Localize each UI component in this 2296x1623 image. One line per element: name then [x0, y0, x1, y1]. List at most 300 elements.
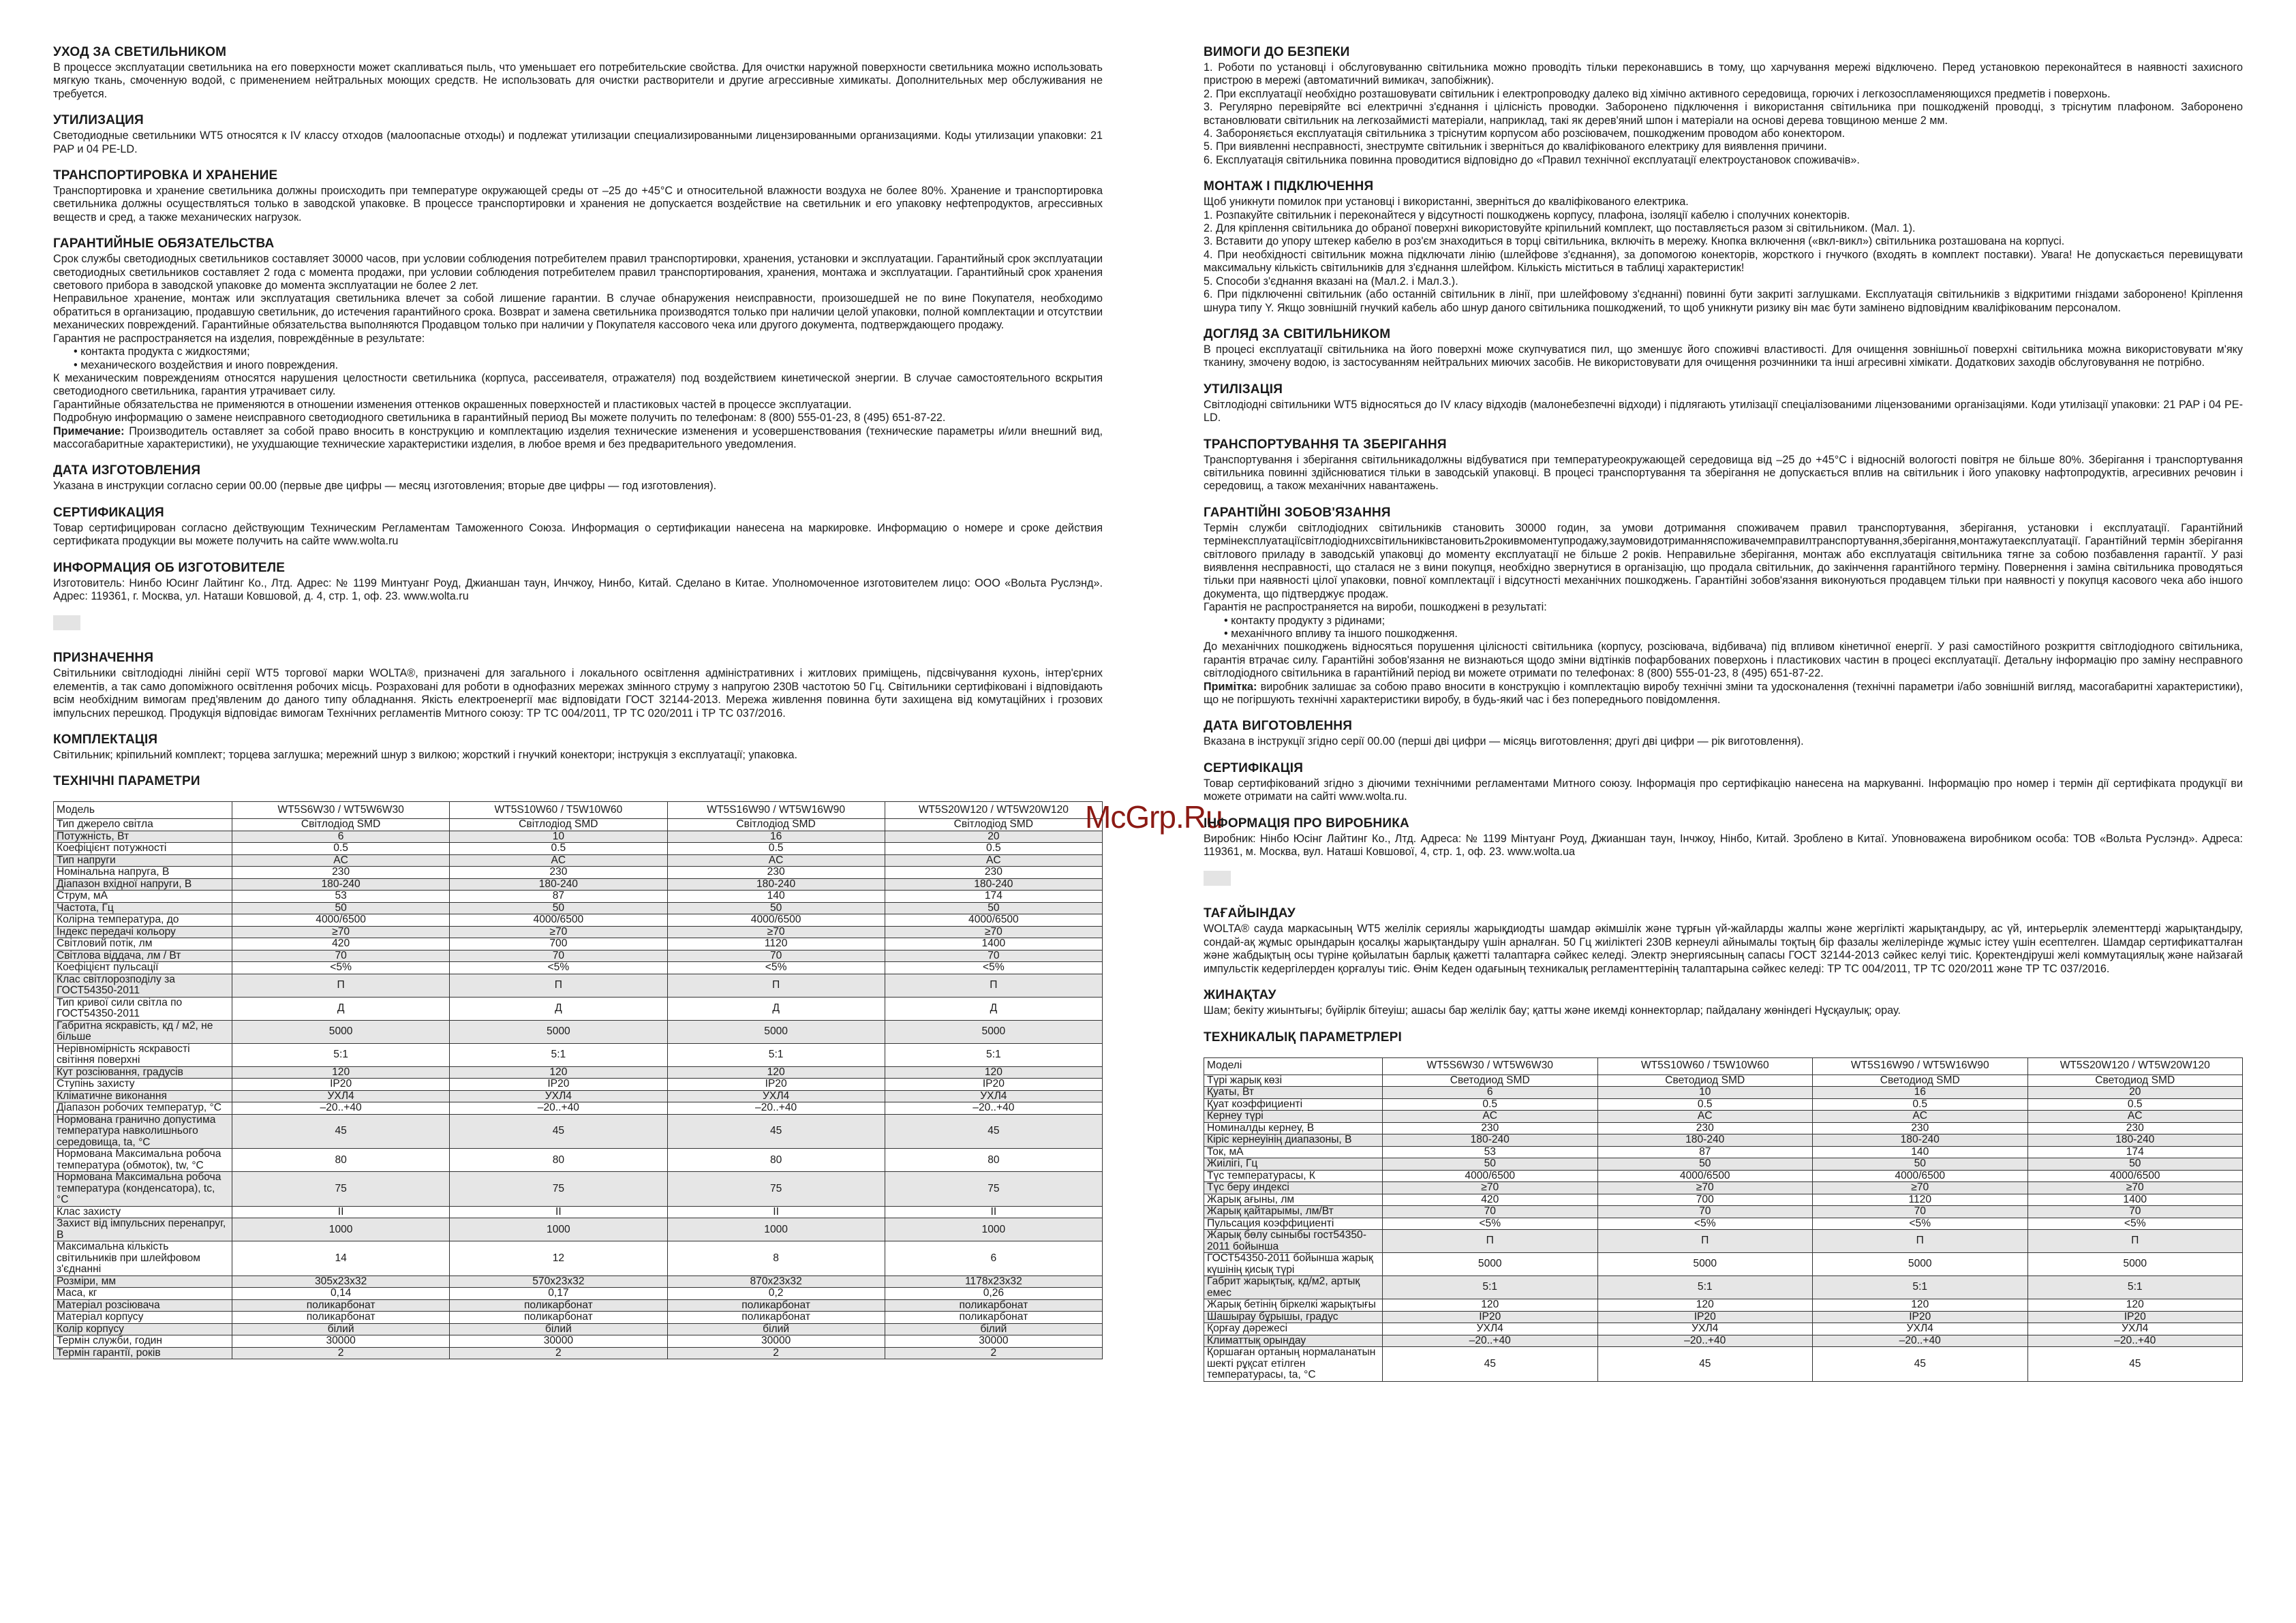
param-value: ≥70 [1383, 1182, 1598, 1194]
table-row [54, 938, 1103, 950]
param-value: 174 [885, 891, 1102, 903]
paragraph: К механическим повреждениям относятся нарушения целостности светильника (корпуса, рассеивателя, отражателя) под воздействием кинетической энергии. В случае самостоятельного вскрытия светодиодного светильника, гарантия утрачивает силу. [53, 371, 1103, 398]
param-value: 180-240 [2027, 1134, 2243, 1147]
paragraph: Гарантийные обязательства не применяются в отношении изменения оттенков окрашенных поверхностей и пластиковых частей в процессе эксплуатации. [53, 398, 852, 411]
param-value: поликарбонат [232, 1299, 450, 1312]
param-value: 2 [232, 1347, 450, 1359]
param-value: 45 [885, 1114, 1102, 1149]
param-value: 0.5 [1597, 1098, 1813, 1111]
table-row [1204, 1218, 2243, 1230]
param-value: 14 [232, 1241, 450, 1276]
right-sections-kz [1204, 906, 2243, 1045]
table-row [54, 962, 1103, 974]
param-name: Жиілігі, Гц [1204, 1158, 1383, 1171]
param-value: 230 [450, 867, 667, 879]
param-value: Світлодіод SMD [450, 819, 667, 831]
param-name: Жарық қайтарымы, лм/Вт [1204, 1206, 1383, 1218]
param-value: УХЛ4 [1813, 1323, 2028, 1335]
param-value: 420 [1383, 1194, 1598, 1206]
table-row [54, 1241, 1103, 1276]
paragraph: Срок службы светодиодных светильников составляет 30000 часов, при условии соблюдения потребителем правил транспортировки, хранения, установки и эксплуатации. Гарантийный срок эксплуатации светодиодных светильников составляет 2 года с момента продажи, при условии соблюдения потребителем правил транспортирования, хранения, монтажа и эксплуатации. Гарантийный срок хранения светового прибора в заводской упаковке до момента эксплуатации не более 2 лет. [53, 253, 1103, 292]
param-name: Кіріс кернеуінің диапазоны, В [1204, 1134, 1383, 1147]
param-value: ≥70 [1813, 1182, 2028, 1194]
paragraph: Изготовитель: Нинбо Юсинг Лайтинг Ко., Лтд. Адрес: № 1199 Минтуанг Роуд, Джианшан таун, Инчжоу, Нинбо, Китай. Сделано в Китае. Уполномоченное изготовителем лицо: ООО «Вольта Руслэнд». Адрес: 119361, г. Москва, ул. Наташи Ковшовой, д. 4, стр. 1, оф. 23. www.wolta.ru [53, 576, 1103, 602]
table-row [1204, 1158, 2243, 1171]
paragraph: Щоб уникнути помилок при установці і використанні, зверніться до кваліфікованого електрика. [1204, 196, 1689, 208]
table-row [54, 1206, 1103, 1218]
param-value: 0.5 [667, 843, 885, 855]
param-value: 75 [232, 1172, 450, 1207]
param-name: Номиналды кернеу, В [1204, 1122, 1383, 1134]
ua-right-section [1204, 506, 2243, 707]
technical-parameters-table-kz [1204, 1057, 2243, 1382]
param-value: 140 [1813, 1146, 2028, 1158]
param-value: IP20 [1813, 1311, 2028, 1323]
param-value: 4000/6500 [450, 914, 667, 927]
param-name: Түс температурасы, К [1204, 1170, 1383, 1182]
param-value: поликарбонат [885, 1299, 1102, 1312]
paragraph: Виробник: Нінбо Юсінг Лайтинг Ко., Лтд. Адреса: № 1199 Мінтуанг Роуд, Джианшан таун, Інчжоу, Нінбо, Китай. Зроблено в Китаї. Уповноважена виробником особа: ТОВ «Вольта Руслэнд». Адреса: 119361, м. Москва, вул. Наташі Ковшової, 4, стр. 1, оф. 23. www.wolta.ua [1204, 832, 2243, 859]
param-value: 0,17 [450, 1288, 667, 1300]
param-value: ≥70 [1597, 1182, 1813, 1194]
param-name: Діапазон вхідної напруги, В [54, 878, 232, 891]
section-heading: ПРИЗНАЧЕННЯ [53, 651, 154, 666]
note-label: Примітка: [1204, 680, 1257, 693]
ua-section [53, 774, 1103, 789]
paragraph: Термін служби світлодіодних світильників становить 30000 годин, за умови дотримання споживачем правил транспортування, зберігання, установки і експлуатації. Гарантійний термінексплуатаціїсвітлодіоднихсвітильниківстановить2рокивмоментупродажу,заумовидотриманняспоживачемправилтранспортування,зберігання,монтажутаексплуатації. Гарантійний термін зберігання світлового приладу в заводській упаковці до моменту експлуатації не більше 2 років. Неправильне зберігання, монтаж або експлуатація світильника тягне за собою позбавлення гарантії. У разі виявлення несправності, що сталася не з вини покупця, необхідно звернутися в організацію, що продала світильник, до закінчення гарантійного терміну. Повернення і заміна світильника проводяться тільки при наявності цілої упаковки, повної комплектації і відсутності механічних пошкоджень. Гарантійні зобов'язання виконуються продавцем тільки при наявності у покупця касового чека або іншого документа, що підтверджує продаж. [1204, 521, 2243, 600]
table-row [54, 878, 1103, 891]
param-name: Кернеу түрі [1204, 1111, 1383, 1123]
param-name: Ступінь захисту [54, 1079, 232, 1091]
ua-right-section [1204, 45, 2243, 167]
param-value: 230 [232, 867, 450, 879]
table-row [54, 1312, 1103, 1324]
param-value: поликарбонат [667, 1299, 885, 1312]
param-value: 45 [1383, 1347, 1598, 1382]
param-name: Нерівномірність яскравості світіння поверхні [54, 1043, 232, 1066]
paragraph: 3. Регулярно перевіряйте всі електричні з'єднання і цілісність проводки. Заборонено підключення і використання світильника при пошкодженій проводці, з тріснутим плафоном. Заборонено встановлювати світильник на легкозаймисті матеріали, наприклад, такі як дерев'яний шпон і матеріали на основі дерева товщиною менше 2 мм. [1204, 101, 2243, 127]
param-value: УХЛ4 [450, 1090, 667, 1102]
table-header-model: WT5S10W60 / T5W10W60 [1597, 1057, 1813, 1075]
paragraph: 5. При виявленні несправності, знеструмте світильник і зверніться до кваліфікованого електрику для виявлення причини. [1204, 140, 1827, 153]
left-sections-ua [53, 651, 1103, 789]
param-name: Маса, кг [54, 1288, 232, 1300]
table-row [54, 1347, 1103, 1359]
param-value: 1120 [667, 938, 885, 950]
param-name: Максимальна кількість світильників при шлейфовом з'єднанні [54, 1241, 232, 1276]
param-value: 6 [1383, 1087, 1598, 1099]
param-value: 120 [1383, 1299, 1598, 1312]
param-name: Клас світлорозподілу за ГОСТ54350-2011 [54, 974, 232, 997]
param-value: AC [450, 854, 667, 867]
param-name: Індекс передачі кольору [54, 926, 232, 938]
ru-section [53, 506, 1103, 548]
param-name: Потужність, Вт [54, 831, 232, 843]
param-value: 180-240 [1813, 1134, 2028, 1147]
param-value: <5% [1597, 1218, 1813, 1230]
table-header-model: WT5S20W120 / WT5W20W120 [2027, 1057, 2243, 1075]
param-value: ≥70 [232, 926, 450, 938]
param-value: 0.5 [2027, 1098, 2243, 1111]
section-heading: УХОД ЗА СВЕТИЛЬНИКОМ [53, 45, 227, 59]
section-heading: СЕРТИФІКАЦІЯ [1204, 760, 1304, 775]
param-value: 70 [1597, 1206, 1813, 1218]
table-row [1204, 1253, 2243, 1276]
param-value: 1120 [1813, 1194, 2028, 1206]
param-value: УХЛ4 [667, 1090, 885, 1102]
param-value: 870x23x32 [667, 1276, 885, 1288]
param-value: –20..+40 [667, 1102, 885, 1115]
param-value: 70 [1813, 1206, 2028, 1218]
table-row [54, 1335, 1103, 1348]
table-row [54, 1090, 1103, 1102]
param-value: П [885, 974, 1102, 997]
table-row [1204, 1299, 2243, 1312]
param-name: Розміри, мм [54, 1276, 232, 1288]
param-name: Климаттық орындау [1204, 1335, 1383, 1347]
param-value: 50 [1383, 1158, 1598, 1171]
param-name: Нормована Максимальна робоча температура (конденсатора), tc, °C [54, 1172, 232, 1207]
param-value: Світлодіод SMD [885, 819, 1102, 831]
param-name: Колір корпусу [54, 1323, 232, 1335]
param-name: Коефіцієнт потужності [54, 843, 232, 855]
paragraph: Транспортировка и хранение светильника должны происходить при температуре окружающей среды от –25 до +45°С и относительной влажности воздуха не более 80%. Хранение и транспортировка светильника должны осуществляться только в заводской упаковке. В процессе транспортировки и хранения не допускается воздействие на светильник и его упаковку нефтепродуктов, агрессивных веществ и сред, а также механических нагрузок. [53, 185, 1103, 223]
param-value: П [450, 974, 667, 997]
ua-right-section [1204, 327, 2243, 370]
table-row [54, 854, 1103, 867]
param-value: 5:1 [232, 1043, 450, 1066]
paragraph: В процессе эксплуатации светильника на его поверхности может скапливаться пыль, что уменьшает его потребительские свойства. Для очистки наружной поверхности светильника можно использовать мягкую ткань, смоченную водой, с применением нейтральных моющих средств. Не использовать для очистки растворители и другие агрессивные химикаты. Дополнительных мер обслуживания не требуется. [53, 61, 1103, 100]
param-value: 420 [232, 938, 450, 950]
paragraph: Указана в инструкции согласно серии 00.00 (первые две цифры — месяц изготовления; вторые две цифры — год изготовления). [53, 480, 717, 493]
param-name: Матеріал розсіювача [54, 1299, 232, 1312]
paragraph: Вказана в інструкції згідно серії 00.00 (перші дві цифри — місяць виготовлення; другі дві цифри — рік виготовлення). [1204, 735, 1804, 748]
param-name: Жарық ағыны, лм [1204, 1194, 1383, 1206]
param-value: 0,14 [232, 1288, 450, 1300]
param-name: Қуаты, Вт [1204, 1087, 1383, 1099]
param-value: 45 [1813, 1347, 2028, 1382]
param-value: II [667, 1206, 885, 1218]
table-row [1204, 1206, 2243, 1218]
bullet-item: • механического воздействия и иного повреждения. [74, 358, 339, 371]
param-value: 180-240 [232, 878, 450, 891]
param-value: II [885, 1206, 1102, 1218]
param-value: 0.5 [1813, 1098, 2028, 1111]
param-value: 5000 [232, 1020, 450, 1043]
table-row [54, 831, 1103, 843]
paragraph: Транспортування і зберігання світильникадолжны відбуватися при температуреокружающей середовища від –25 до +45°С і відносній вологості повітря не більше 80%. Зберігання і транспортування світильника повинні здійснюватися тільки в заводській упаковці. В процесі транспортування та зберігання не допускається вплив на світильник і його упаковку нафтопродуктів, агресивних речовин і середовищ, а також механічних навантажень. [1204, 453, 2243, 493]
table-row [54, 1276, 1103, 1288]
param-value: 80 [885, 1149, 1102, 1172]
param-value: Світлодіод SMD [232, 819, 450, 831]
ru-section [53, 463, 1103, 493]
param-value: 50 [1813, 1158, 2028, 1171]
param-value: 180-240 [1383, 1134, 1598, 1147]
paragraph: Неправильное хранение, монтаж или эксплуатация светильника влечет за собой лишение гарантии. В случае обнаружения неисправности, произошедшей не по вине Покупателя, необходимо обратиться в организацию, продавшую светильник, до истечения гарантийного срока. Возврат и замена светильника производятся только при наличии целой упаковки, полной комплектации и отсутствии механических повреждений. Гарантийные обязательства выполняются Продавцом только при наличии у Покупателя кассового чека или другого документа, подтверждающего продажу. [53, 292, 1103, 332]
table-row [54, 1323, 1103, 1335]
table-row [54, 1102, 1103, 1115]
param-value: 4000/6500 [2027, 1170, 2243, 1182]
param-name: Кліматичне виконання [54, 1090, 232, 1102]
param-value: поликарбонат [232, 1312, 450, 1324]
ua-section [53, 651, 1103, 720]
paragraph: Світильники світлодіодні лінійні серії WT5 торгової марки WOLTA®, призначені для загального і локального освітлення адміністративних і житлових приміщень, підсвічування кухонь, інтер'єрних елементів, а так само допоміжного освітлення робочих місць. Розраховані для роботи в однофазних мережах змінного струму з напругою 230В частотою 50 Гц. Світильники сертифіковані і відповідають всім необхідним вимогам пред'явленим до даного типу обладнання. Якість електроенергії має відповідати ГОСТ 32144-2013. Мережа живлення повинна бути захищена від комутаційних і грозових імпульсних перешкод. Продукція відповідає вимогам Технічних регламентів Митного союзу: ТР ТС 004/2011, ТР ТС 020/2011 і ТР ТС 037/2016. [53, 667, 1103, 720]
param-value: <5% [2027, 1218, 2243, 1230]
table-header-model: WT5S16W90 / WT5W16W90 [667, 802, 885, 819]
table-row [54, 902, 1103, 914]
param-value: AC [232, 854, 450, 867]
section-heading: ГАРАНТІЙНІ ЗОБОВ'ЯЗАННЯ [1204, 505, 1391, 520]
param-value: Д [232, 997, 450, 1020]
paragraph: 6. При підключенні світильник (або останній світильник в лінії, при шлейфовому з'єднанні) повинні бути закриті заглушками. Експлуатація світильників з відкритими гніздами заборонено! Кріплення шнура типу Y. Якщо зовнішній гнучкий кабель або шнур даного світильника пошкоджений, то щоб уникнути ризику він має бути замінено відповідним кваліфікованим персоналом. [1204, 288, 2243, 314]
param-value: 5000 [1597, 1253, 1813, 1276]
table-row [54, 1218, 1103, 1241]
param-value: поликарбонат [450, 1299, 667, 1312]
param-value: 180-240 [450, 878, 667, 891]
bullet-item: • механічного впливу та іншого пошкодження. [1224, 628, 1458, 640]
param-value: 5:1 [450, 1043, 667, 1066]
param-value: П [232, 974, 450, 997]
param-value: Светодиод SMD [2027, 1075, 2243, 1087]
param-value: 5000 [1383, 1253, 1598, 1276]
param-name: Захист від імпульсних перенапруг, В [54, 1218, 232, 1241]
param-value: <5% [1383, 1218, 1598, 1230]
param-name: Нормована гранично допустима температура навколишнього середовища, ta, °C [54, 1114, 232, 1149]
param-value: 2 [885, 1347, 1102, 1359]
param-value: 10 [450, 831, 667, 843]
param-value: 120 [885, 1066, 1102, 1079]
table-row [1204, 1122, 2243, 1134]
param-value: білий [885, 1323, 1102, 1335]
section-heading: ТЕХНІЧНІ ПАРАМЕТРИ [53, 774, 200, 789]
table-row [54, 1288, 1103, 1300]
table-row [1204, 1098, 2243, 1111]
param-value: <5% [450, 962, 667, 974]
param-name: Коефіцієнт пульсації [54, 962, 232, 974]
section-heading: ДОГЛЯД ЗА СВІТИЛЬНИКОМ [1204, 326, 1391, 341]
param-value: 1000 [667, 1218, 885, 1241]
param-value: 5000 [450, 1020, 667, 1043]
param-value: AC [667, 854, 885, 867]
param-value: 1178x23x32 [885, 1276, 1102, 1288]
param-value: 120 [1597, 1299, 1813, 1312]
table-row [54, 1172, 1103, 1207]
param-value: 4000/6500 [1597, 1170, 1813, 1182]
param-value: 5000 [885, 1020, 1102, 1043]
param-name: Термін гарантії, років [54, 1347, 232, 1359]
param-name: Пульсация коэффициенті [1204, 1218, 1383, 1230]
section-heading: ТРАНСПОРТУВАННЯ ТА ЗБЕРІГАННЯ [1204, 437, 1447, 452]
ua-right-section [1204, 761, 2243, 804]
param-value: 305x23x32 [232, 1276, 450, 1288]
watermark-logo [1085, 799, 1223, 835]
left-column [53, 45, 1103, 1359]
param-value: 120 [2027, 1299, 2243, 1312]
param-value: 70 [667, 950, 885, 962]
table-row [54, 997, 1103, 1020]
param-value: 30000 [667, 1335, 885, 1348]
paragraph: До механічних пошкоджень відносяться порушення цілісності світильника (корпусу, розсіювача, відбивача) під впливом кінетичної енергії. У разі самостійного розкриття світлодіодного світильника, гарантія втрачає силу. Гарантійні зобов'язання не визнаються щодо зміни відтінків пофарбованих поверхонь і пластикових частин в процесі експлуатації. Детальну інформацію про заміну несправного світлодіодного світильника в гарантійний період ви можете отримати по телефонах: 8 (800) 555-01-23, 8 (495) 651-87-22. [1204, 640, 2243, 680]
paragraph: 4. При необхідності світильник можна підключати лінію (шлейфове з'єднання), за допомогою конекторів, жорсткого і гнучкого (входять в комплект поставки). Увага! Не допускається перевищувати максимальну кількість світильників для з'єднання шлейфом. Кількість міститься в таблиці характеристик! [1204, 248, 2243, 275]
param-name: Номінальна напруга, В [54, 867, 232, 879]
table-row [54, 1020, 1103, 1043]
param-name: Жарық бөлу сыныбы гост54350-2011 бойынша [1204, 1230, 1383, 1253]
param-value: УХЛ4 [232, 1090, 450, 1102]
param-name: Матеріал корпусу [54, 1312, 232, 1324]
paragraph: 2. При експлуатації необхідно розташовувати світильник і електропроводку далеко від хімічно активного середовища, горючих і легкозоспламеняющихся предметів і поверхонь. [1204, 87, 2111, 100]
section-heading: МОНТАЖ І ПІДКЛЮЧЕННЯ [1204, 179, 1374, 194]
paragraph: Світильник; кріпильний комплект; торцева заглушка; мережний шнур з вилкою; жорсткий і гнучкий конектори; інструкція з експлуатації; упаковка. [53, 749, 798, 761]
param-value: 5000 [2027, 1253, 2243, 1276]
section-heading: ИНФОРМАЦИЯ ОБ ИЗГОТОВИТЕЛЕ [53, 560, 286, 575]
param-value: 4000/6500 [1813, 1170, 2028, 1182]
param-value: 50 [232, 902, 450, 914]
section-heading: ДАТА ВИГОТОВЛЕННЯ [1204, 719, 1353, 734]
table-row [54, 974, 1103, 997]
param-value: 4000/6500 [667, 914, 885, 927]
param-value: 230 [667, 867, 885, 879]
ua-right-section [1204, 179, 2243, 315]
param-value: 5:1 [1383, 1276, 1598, 1299]
param-value: 6 [232, 831, 450, 843]
ru-section [53, 45, 1103, 101]
param-value: II [232, 1206, 450, 1218]
param-value: П [1813, 1230, 2028, 1253]
param-name: Термін служби, годин [54, 1335, 232, 1348]
table-row [1204, 1134, 2243, 1147]
param-value: 45 [1597, 1347, 1813, 1382]
table-header-model: WT5S6W30 / WT5W6W30 [232, 802, 450, 819]
paragraph: Гарантія не распространяется на вироби, пошкоджені в результаті: [1204, 601, 1547, 614]
param-value: 45 [232, 1114, 450, 1149]
param-value: II [450, 1206, 667, 1218]
param-value: <5% [232, 962, 450, 974]
param-value: AC [1813, 1111, 2028, 1123]
param-name: Струм, мА [54, 891, 232, 903]
param-value: Светодиод SMD [1383, 1075, 1598, 1087]
paragraph: Світлодіодні світильники WT5 відносяться до IV класу відходів (малонебезпечні відходи) і підлягають утилізації спеціалізованими ліцензованими організаціями. Коди утилізації упаковки: 21 PAP і 04 PE-LD. [1204, 398, 2243, 424]
param-value: 45 [2027, 1347, 2243, 1382]
table-header-label: Модель [54, 802, 232, 819]
param-value: –20..+40 [450, 1102, 667, 1115]
param-value: AC [1597, 1111, 1813, 1123]
ua-right-section [1204, 437, 2243, 493]
param-value: ≥70 [667, 926, 885, 938]
param-value: Светодиод SMD [1813, 1075, 2028, 1087]
table-row [54, 1079, 1103, 1091]
param-value: 0,26 [885, 1288, 1102, 1300]
param-value: П [1383, 1230, 1598, 1253]
param-name: Тип напруги [54, 854, 232, 867]
param-value: П [667, 974, 885, 997]
param-value: 8 [667, 1241, 885, 1276]
param-value: 80 [450, 1149, 667, 1172]
table-row [1204, 1111, 2243, 1123]
param-value: УХЛ4 [1383, 1323, 1598, 1335]
param-value: 70 [1383, 1206, 1598, 1218]
param-value: 50 [667, 902, 885, 914]
section-heading: КОМПЛЕКТАЦІЯ [53, 732, 158, 747]
table-row [1204, 1087, 2243, 1099]
param-name: Габрит жарықтық, кд/м2, артық емес [1204, 1276, 1383, 1299]
param-value: 80 [232, 1149, 450, 1172]
param-value: білий [450, 1323, 667, 1335]
table-header-model: WT5S20W120 / WT5W20W120 [885, 802, 1102, 819]
param-value: 700 [1597, 1194, 1813, 1206]
param-name: Қорғау дәрежесі [1204, 1323, 1383, 1335]
param-value: 180-240 [1597, 1134, 1813, 1147]
table-row [54, 1149, 1103, 1172]
param-value: 180-240 [667, 878, 885, 891]
table-row [54, 950, 1103, 962]
table-header-model: WT5S10W60 / T5W10W60 [450, 802, 667, 819]
param-value: 75 [450, 1172, 667, 1207]
param-value: 75 [667, 1172, 885, 1207]
param-value: 1400 [2027, 1194, 2243, 1206]
param-value: IP20 [450, 1079, 667, 1091]
ru-section [53, 561, 1103, 604]
right-column [1204, 45, 2243, 1382]
param-value: поликарбонат [885, 1312, 1102, 1324]
section-heading: ГАРАНТИЙНЫЕ ОБЯЗАТЕЛЬСТВА [53, 236, 275, 251]
param-value: –20..+40 [1383, 1335, 1598, 1347]
param-value: IP20 [885, 1079, 1102, 1091]
param-value: 230 [885, 867, 1102, 879]
right-sections-ua [1204, 45, 2243, 859]
param-value: 50 [2027, 1158, 2243, 1171]
param-value: AC [885, 854, 1102, 867]
param-value: 5:1 [667, 1043, 885, 1066]
paragraph: Товар сертифицирован согласно действующим Техническим Регламентам Таможенного Союза. Информация о сертификации нанесена на маркировке. Информацию о номере и сроке действия сертификата продукции вы можете получить на сайте www.wolta.ru [53, 521, 1103, 548]
table-row [1204, 1335, 2243, 1347]
param-value: 140 [667, 891, 885, 903]
left-sections-ru [53, 45, 1103, 603]
ua-right-section [1204, 816, 2243, 859]
param-value: ≥70 [450, 926, 667, 938]
param-name: Ток, мА [1204, 1146, 1383, 1158]
param-value: IP20 [232, 1079, 450, 1091]
param-value: 5:1 [2027, 1276, 2243, 1299]
param-value: 50 [1597, 1158, 1813, 1171]
paragraph: В процесі експлуатації світильника на його поверхні може скупчуватися пил, що зменшує його споживчі властивості. Для очищення зовнішньої поверхні світильника можна використовувати м'яку тканину, змочену водою, із застосуванням нейтральних миючих засобів. Не використовувати для очищення розчинники та інші агресивні хімікати. Додаткових заходів обслуговування не потрібно. [1204, 343, 2243, 369]
param-value: Д [450, 997, 667, 1020]
param-value: білий [667, 1323, 885, 1335]
param-value: AC [1383, 1111, 1598, 1123]
param-name: Нормована Максимальна робоча температура (обмоток), tw, °C [54, 1149, 232, 1172]
paragraph: 1. Розпакуйте світильник і переконайтеся у відсутності пошкоджень корпусу, плафона, ізоляції кабелю і сполучних конекторів. [1204, 208, 1850, 221]
param-name: Світловий потік, лм [54, 938, 232, 950]
param-value: білий [232, 1323, 450, 1335]
param-value: 2 [667, 1347, 885, 1359]
ua-section [53, 732, 1103, 762]
param-value: 5:1 [885, 1043, 1102, 1066]
param-value: 5000 [1813, 1253, 2028, 1276]
param-value: Світлодіод SMD [667, 819, 885, 831]
param-value: 0.5 [232, 843, 450, 855]
param-value: 70 [232, 950, 450, 962]
param-value: 5:1 [1813, 1276, 2028, 1299]
table-row [1204, 1230, 2243, 1253]
param-value: ≥70 [885, 926, 1102, 938]
table-row [1204, 1194, 2243, 1206]
param-name: Діапазон робочих температур, °С [54, 1102, 232, 1115]
table-row [54, 1299, 1103, 1312]
table-row [1204, 1347, 2243, 1382]
param-value: 700 [450, 938, 667, 950]
param-value: поликарбонат [450, 1312, 667, 1324]
section-heading: ІНФОРМАЦІЯ ПРО ВИРОБНИКА [1204, 816, 1409, 831]
param-value: 2 [450, 1347, 667, 1359]
